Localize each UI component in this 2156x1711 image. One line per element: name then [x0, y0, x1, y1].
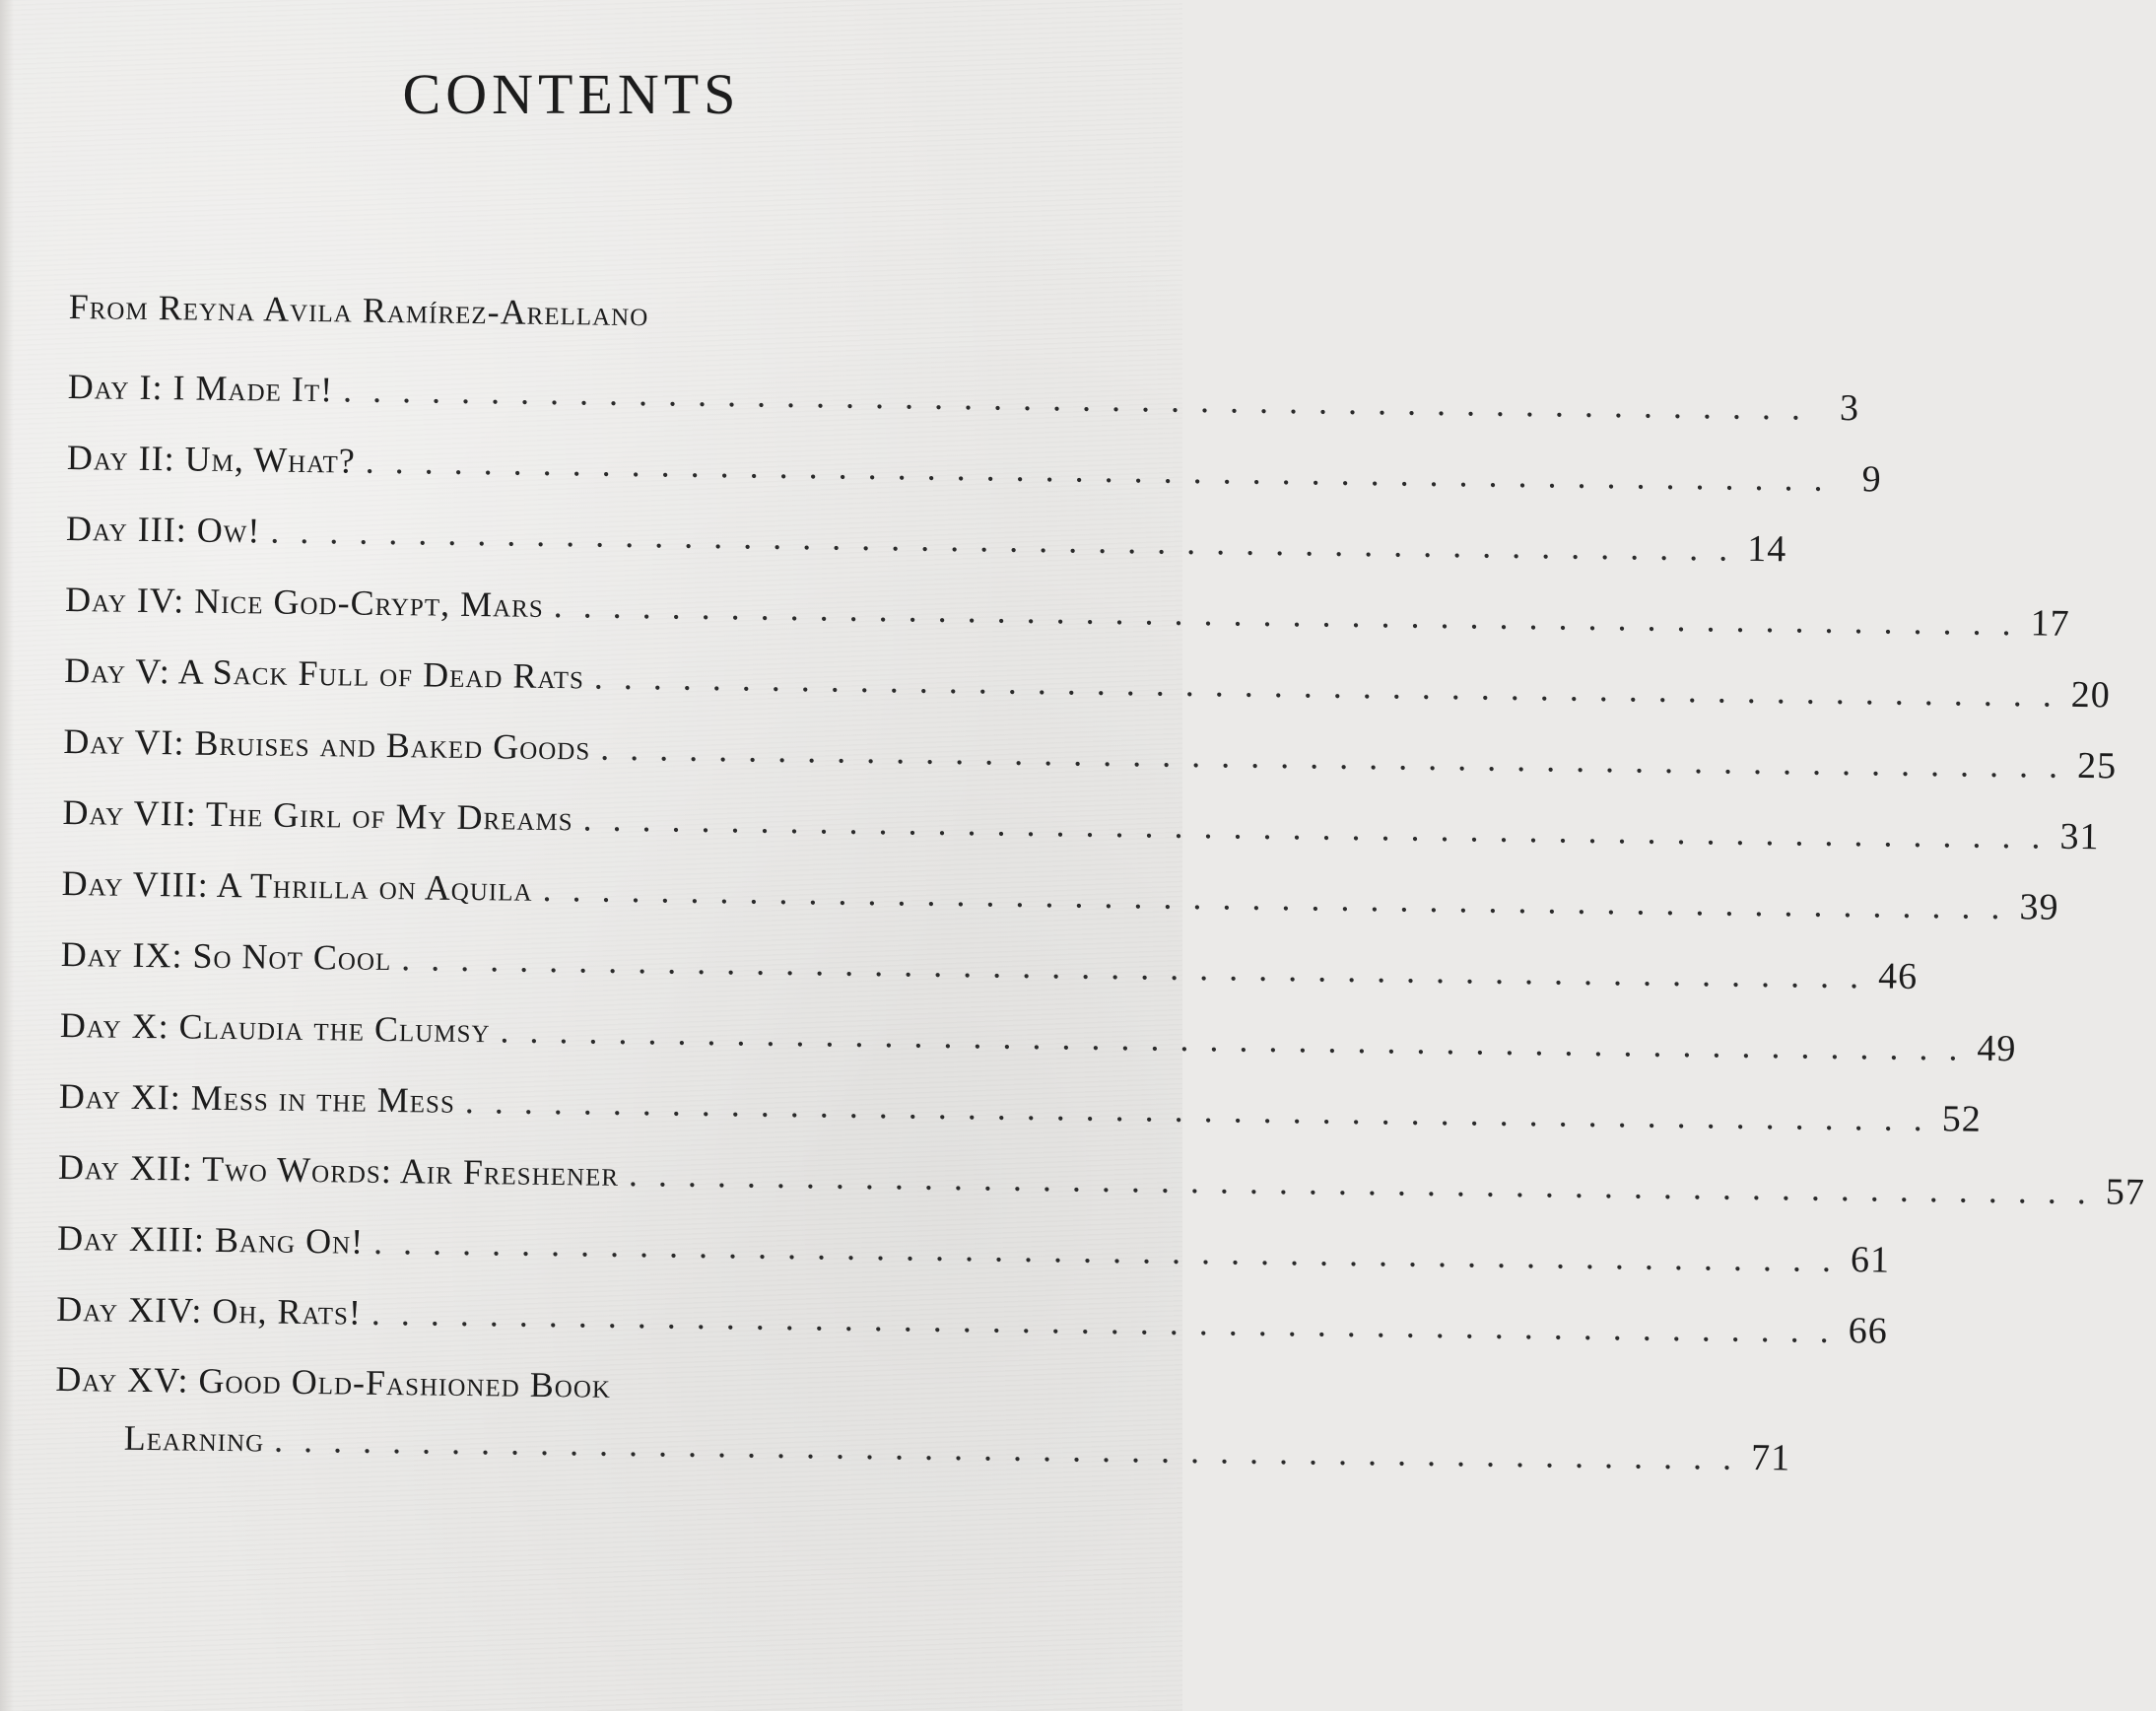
toc-entry-page: 49 — [1977, 1027, 2017, 1070]
toc-entry-label: Day VII: The Girl of My Dreams — [62, 791, 573, 839]
toc-entry-label: Day IX: So Not Cool — [60, 933, 392, 979]
dot-leader: . . . . . . . . . . . . . . . . . . . . . . . . . . . . . . . . . . . . . . . . . . . . . . . . . . — [270, 511, 1734, 569]
dot-leader: . . . . . . . . . . . . . . . . . . . . . . . . . . . . . . . . . . . . . . . . . . . . . . . . . . — [553, 585, 2017, 644]
toc-entry-page: 31 — [2059, 815, 2100, 858]
toc-entry-label: Day XII: Two Words: Air Freshener — [57, 1146, 620, 1194]
toc-entry-label: Day II: Um, What? — [66, 437, 357, 481]
toc-entry-label: Day IV: Nice God-Crypt, Mars — [64, 579, 544, 625]
toc-entry-page: 9 — [1861, 458, 1882, 501]
dot-leader: . . . . . . . . . . . . . . . . . . . . . . . . . . . . . . . . . . . . . . . . . . . . . . . . . . — [600, 727, 2064, 786]
toc-entry-label: Day III: Ow! — [65, 508, 261, 551]
dot-leader: . . . . . . . . . . . . . . . . . . . . . . . . . . . . . . . . . . . . . . . . . . . . . . . . . . — [628, 1154, 2093, 1212]
toc-entry — [61, 861, 2059, 944]
toc-entry-page: 57 — [2105, 1171, 2146, 1213]
dot-leader: . . . . . . . . . . . . . . . . . . . . . . . . . . . . . . . . . . . . . . . . . . . . . . . . . . — [593, 656, 2058, 715]
toc-entry-page: 46 — [1877, 955, 1919, 997]
toc-entry — [67, 365, 1860, 447]
toc-entry-multiline-second — [54, 1415, 1791, 1498]
table-of-contents — [54, 286, 2146, 1498]
dot-leader: . . . . . . . . . . . . . . . . . . . . . . . . . . . . . . . . . . . . . . . . . . . . . . . . . . — [371, 1292, 1836, 1350]
toc-entry — [59, 1003, 2017, 1086]
toc-heading — [68, 286, 1035, 376]
dot-leader: . . . . . . . . . . . . . . . . . . . . . . . . . . . . . . . . . . . . . . . . . . . . . . . . . . — [464, 1080, 1929, 1139]
dot-leader: . . . . . . . . . . . . . . . . . . . . . . . . . . . . . . . . . . . . . . . . . . . . . . . . . . — [372, 1221, 1838, 1279]
toc-entry-page: 17 — [2030, 602, 2070, 645]
toc-entry — [56, 1216, 1891, 1299]
toc-entry-page: 66 — [1848, 1310, 1889, 1352]
toc-entry-label: Day XIV: Oh, Rats! — [56, 1288, 363, 1333]
toc-entry-label: Day VIII: A Thrilla on Aquila — [61, 862, 533, 909]
dot-leader: . . . . . . . . . . . . . . . . . . . . . . . . . . . . . . . . . . . . . . . . . . . . . . . . . . — [342, 370, 1807, 428]
toc-entry-page: 71 — [1750, 1436, 1791, 1479]
dot-leader: . . . . . . . . . . . . . . . . . . . . . . . . . . . . . . . . . . . . . . . . . . . . . . . . . . — [273, 1419, 1738, 1477]
toc-entry — [62, 790, 2100, 873]
toc-entry-page: 3 — [1839, 386, 1860, 430]
dot-leader: . . . . . . . . . . . . . . . . . . . . . . . . . . . . . . . . . . . . . . . . . . . . . . . . . . — [582, 798, 2047, 856]
toc-entry-page: 52 — [1941, 1098, 1983, 1140]
toc-entry — [65, 507, 1787, 589]
dot-leader: . . . . . . . . . . . . . . . . . . . . . . . . . . . . . . . . . . . . . . . . . . . . . . . . . . — [500, 1010, 1964, 1068]
toc-entry — [60, 932, 1919, 1015]
dot-leader: . . . . . . . . . . . . . . . . . . . . . . . . . . . . . . . . . . . . . . . . . . . . . . . . . . — [542, 868, 2006, 927]
toc-entry-page: 61 — [1850, 1239, 1891, 1281]
toc-entry-label: Day I: I Made It! — [67, 366, 334, 410]
toc-entry-label: Day XI: Mess in the Mess — [58, 1075, 456, 1121]
page-title: CONTENTS — [402, 62, 741, 126]
toc-entry — [56, 1287, 1889, 1370]
toc-entry-label: Day XV: Good Old-Fashioned Book — [55, 1358, 612, 1405]
toc-entry — [63, 649, 2112, 731]
toc-entry — [63, 719, 2118, 802]
toc-entry-page: 14 — [1746, 527, 1787, 571]
dot-leader: . . . . . . . . . . . . . . . . . . . . . . . . . . . . . . . . . . . . . . . . . . . . . . . . . . — [401, 938, 1865, 996]
toc-entry-label: Day X: Claudia the Clumsy — [59, 1004, 491, 1051]
toc-entry-label: Day VI: Bruises and Baked Goods — [63, 720, 591, 768]
toc-entry — [64, 578, 2070, 660]
toc-entry-label: Day V: A Sack Full of Dead Rats — [63, 650, 585, 697]
toc-entry-page: 20 — [2070, 673, 2112, 717]
toc-entry — [66, 436, 1882, 518]
toc-entry-page: 39 — [2019, 886, 2059, 928]
toc-entry — [57, 1145, 2146, 1228]
toc-heading-label: From Reyna Avila Ramírez-Arellano — [68, 286, 649, 334]
toc-entry-label-continued: Learning — [123, 1417, 265, 1460]
toc-entry-page: 25 — [2076, 744, 2118, 787]
page-edge-shadow — [0, 0, 14, 1711]
dot-leader: . . . . . . . . . . . . . . . . . . . . . . . . . . . . . . . . . . . . . . . . . . . . . . . . . . — [365, 441, 1829, 499]
toc-entry — [58, 1074, 1983, 1157]
toc-entry-label: Day XIII: Bang On! — [56, 1217, 365, 1262]
